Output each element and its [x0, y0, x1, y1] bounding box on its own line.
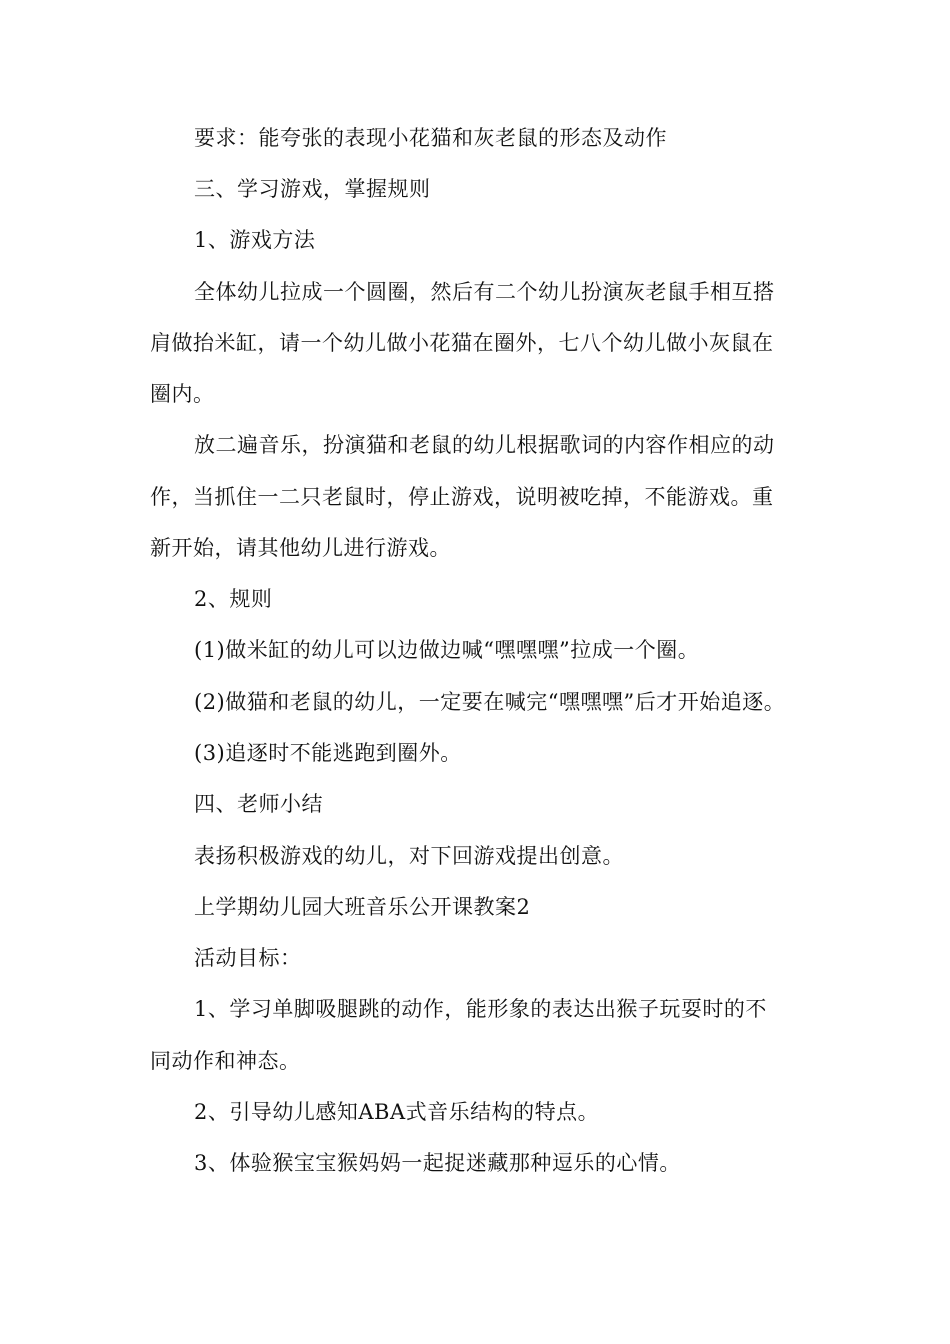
- lesson-title: 上学期幼儿园大班音乐公开课教案2: [194, 895, 531, 919]
- text-line: 作，当抓住一二只老鼠时，停止游戏，说明被吃掉，不能游戏。重: [150, 485, 774, 509]
- text-line: 全体幼儿拉成一个圆圈，然后有二个幼儿扮演灰老鼠手相互搭: [194, 280, 775, 304]
- text-line: 圈内。: [150, 382, 215, 406]
- text-line: 表扬积极游戏的幼儿，对下回游戏提出创意。: [194, 844, 624, 868]
- rule-item: (2)做猫和老鼠的幼儿，一定要在喊完“嘿嘿嘿”后才开始追逐。: [194, 690, 786, 714]
- goal-item: 1、学习单脚吸腿跳的动作，能形象的表达出猴子玩耍时的不: [194, 997, 767, 1021]
- text-line: 放二遍音乐，扮演猫和老鼠的幼儿根据歌词的内容作相应的动: [194, 433, 775, 457]
- goal-item: 2、引导幼儿感知ABA式音乐结构的特点。: [194, 1100, 600, 1124]
- text-line: 同动作和神态。: [150, 1049, 301, 1073]
- subsection-heading: 活动目标：: [194, 946, 302, 970]
- text-line: 肩做抬米缸，请一个幼儿做小花猫在圈外，七八个幼儿做小灰鼠在: [150, 331, 774, 355]
- subsection-heading: 2、规则: [194, 587, 273, 611]
- rule-item: (1)做米缸的幼儿可以边做边喊“嘿嘿嘿”拉成一个圈。: [194, 638, 700, 662]
- goal-item: 3、体验猴宝宝猴妈妈一起捉迷藏那种逗乐的心情。: [194, 1151, 681, 1175]
- text-line: 新开始，请其他幼儿进行游戏。: [150, 536, 451, 560]
- section-heading: 四、老师小结: [194, 792, 323, 816]
- rule-item: (3)追逐时不能逃跑到圈外。: [194, 741, 462, 765]
- text-line: 要求：能夸张的表现小花猫和灰老鼠的形态及动作: [194, 126, 667, 150]
- section-heading: 三、学习游戏，掌握规则: [194, 177, 431, 201]
- subsection-heading: 1、游戏方法: [194, 228, 316, 252]
